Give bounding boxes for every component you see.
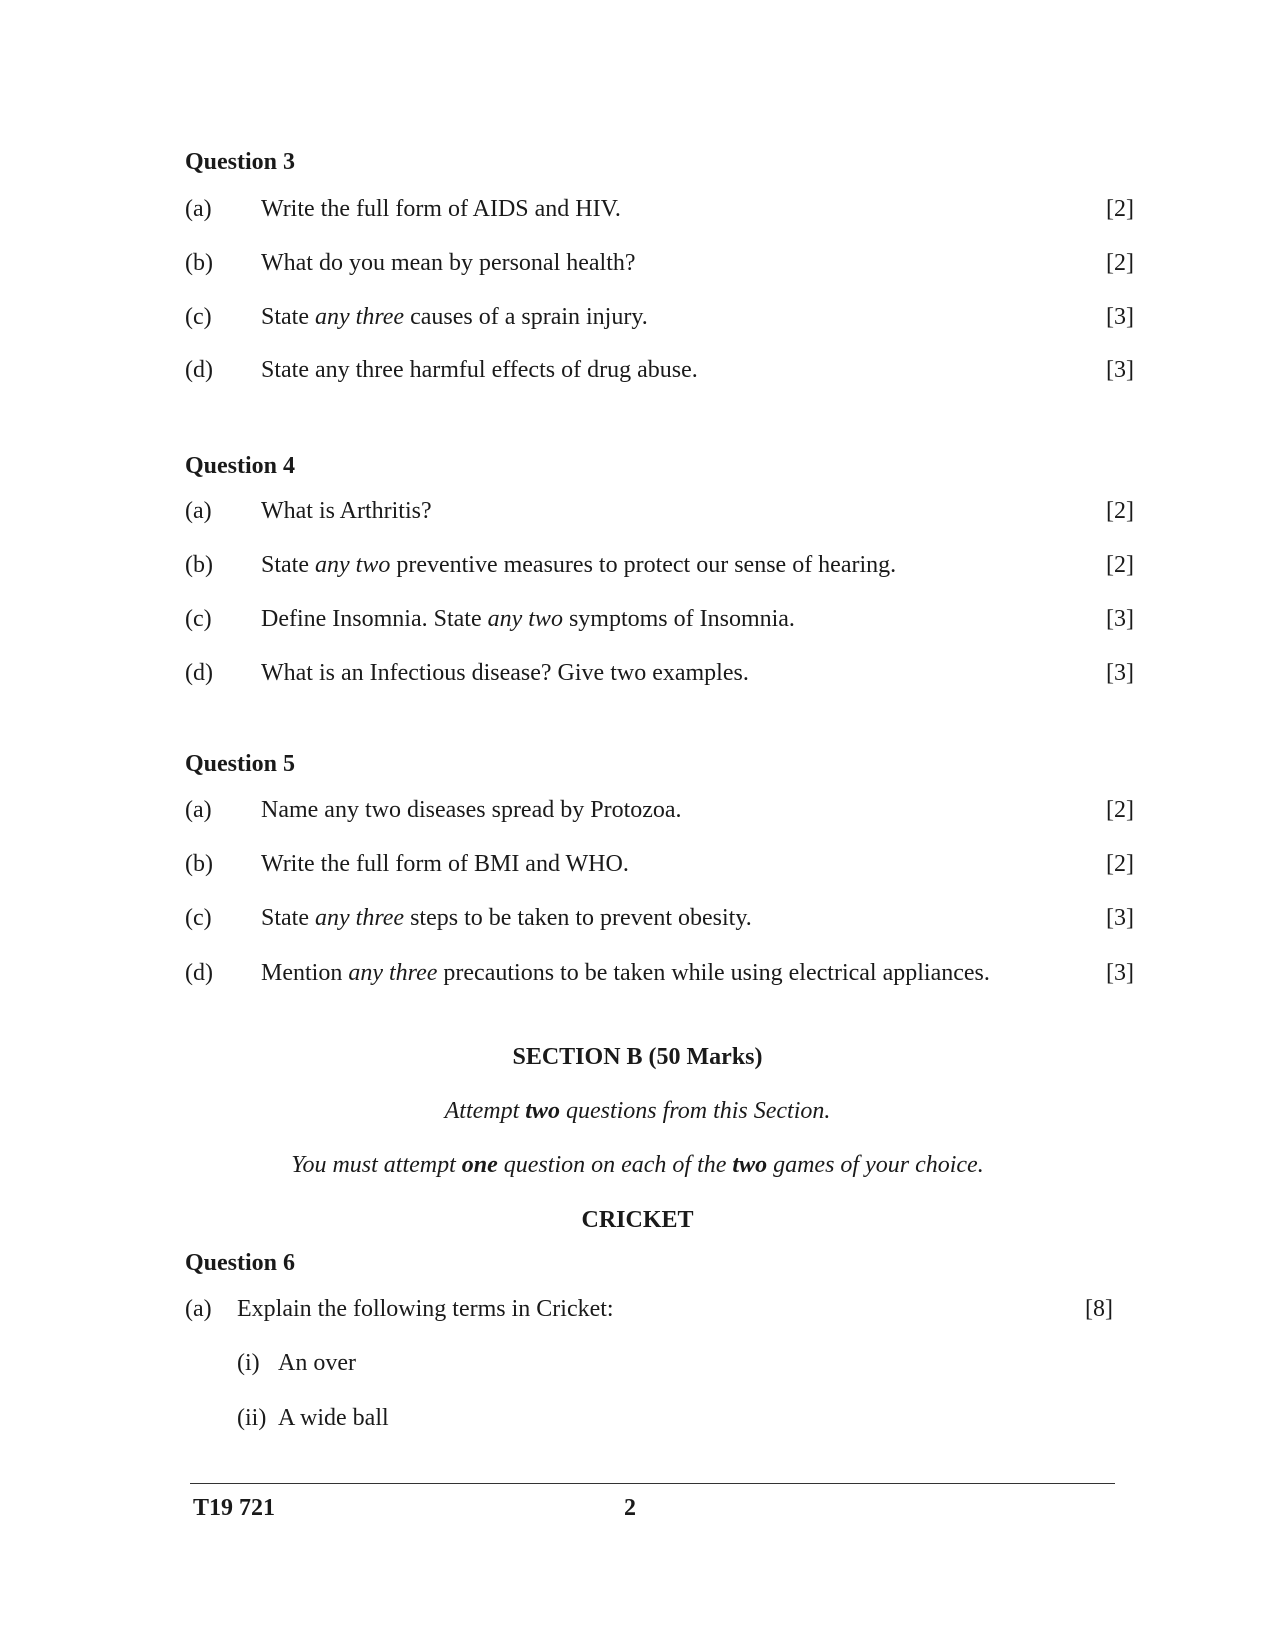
section-b-title: SECTION B (50 Marks) bbox=[512, 1044, 763, 1070]
marks: [3] bbox=[1106, 304, 1134, 330]
footer-rule bbox=[190, 1483, 1115, 1484]
part-label: (a) bbox=[185, 797, 212, 823]
q4-part-c bbox=[0, 604, 1275, 634]
part-label: (b) bbox=[185, 851, 213, 877]
part-text: Name any two diseases spread by Protozoa. bbox=[261, 797, 682, 823]
marks: [3] bbox=[1106, 960, 1134, 986]
part-text: Define Insomnia. State any two symptoms of Insomnia. bbox=[261, 606, 795, 632]
q4-part-d bbox=[0, 658, 1275, 688]
part-label: (b) bbox=[185, 250, 213, 276]
part-label: (d) bbox=[185, 357, 213, 383]
marks: [2] bbox=[1106, 851, 1134, 877]
q3-part-a bbox=[0, 194, 1275, 224]
question-5-heading: Question 5 bbox=[185, 751, 296, 777]
q5-part-a bbox=[0, 795, 1275, 825]
part-text: Write the full form of BMI and WHO. bbox=[261, 851, 629, 877]
emphasis: any two bbox=[315, 552, 391, 578]
part-label: (c) bbox=[185, 606, 212, 632]
subpart-text: An over bbox=[278, 1350, 356, 1376]
part-label: (a) bbox=[185, 196, 212, 222]
part-label: (c) bbox=[185, 304, 212, 330]
question-4-heading: Question 4 bbox=[185, 453, 296, 479]
part-label: (d) bbox=[185, 660, 213, 686]
part-text: Mention any three precautions to be taken while using electrical appliances. bbox=[261, 960, 990, 986]
marks: [2] bbox=[1106, 552, 1134, 578]
emphasis: any three bbox=[315, 304, 405, 330]
q5-part-b bbox=[0, 849, 1275, 879]
q3-part-b bbox=[0, 248, 1275, 278]
part-text: Write the full form of AIDS and HIV. bbox=[261, 196, 621, 222]
section-b-instruction-2: You must attempt one question on each of the two games of your choice. bbox=[291, 1152, 984, 1178]
marks: [2] bbox=[1106, 250, 1134, 276]
section-b-instruction-1: Attempt two questions from this Section. bbox=[444, 1098, 831, 1124]
emphasis: any three bbox=[315, 905, 405, 931]
question-6-heading: Question 6 bbox=[185, 1250, 296, 1276]
marks: [2] bbox=[1106, 797, 1134, 823]
q4-part-a bbox=[0, 496, 1275, 526]
part-text: State any three steps to be taken to prevent obesity. bbox=[261, 905, 752, 931]
marks: [3] bbox=[1106, 606, 1134, 632]
q5-part-d bbox=[0, 958, 1275, 988]
page-number: 2 bbox=[624, 1495, 636, 1521]
part-text: What do you mean by personal health? bbox=[261, 250, 636, 276]
part-text: What is Arthritis? bbox=[261, 498, 432, 524]
part-text: State any two preventive measures to protect our sense of hearing. bbox=[261, 552, 897, 578]
emphasis: any three bbox=[348, 960, 438, 986]
question-3-heading: Question 3 bbox=[185, 149, 296, 175]
part-text: What is an Infectious disease? Give two examples. bbox=[261, 660, 749, 686]
emphasis: any two bbox=[487, 606, 563, 632]
part-label: (a) bbox=[185, 1296, 212, 1322]
part-text: State any three harmful effects of drug abuse. bbox=[261, 357, 698, 383]
subpart-label: (ii) bbox=[237, 1405, 267, 1431]
part-label: (b) bbox=[185, 552, 213, 578]
marks: [2] bbox=[1106, 196, 1134, 222]
marks: [2] bbox=[1106, 498, 1134, 524]
q3-part-d bbox=[0, 355, 1275, 385]
part-label: (a) bbox=[185, 498, 212, 524]
marks: [3] bbox=[1106, 660, 1134, 686]
paper-code: T19 721 bbox=[193, 1495, 276, 1521]
subpart-label: (i) bbox=[237, 1350, 260, 1376]
subpart-text: A wide ball bbox=[278, 1405, 389, 1431]
marks: [8] bbox=[1085, 1296, 1113, 1322]
part-text: Explain the following terms in Cricket: bbox=[237, 1296, 614, 1322]
q3-part-c bbox=[0, 302, 1275, 332]
marks: [3] bbox=[1106, 357, 1134, 383]
q4-part-b bbox=[0, 550, 1275, 580]
part-text: State any three causes of a sprain injury. bbox=[261, 304, 648, 330]
part-label: (c) bbox=[185, 905, 212, 931]
game-heading-cricket: CRICKET bbox=[581, 1207, 694, 1233]
marks: [3] bbox=[1106, 905, 1134, 931]
q6-part-a bbox=[0, 1294, 1275, 1324]
q5-part-c bbox=[0, 903, 1275, 933]
part-label: (d) bbox=[185, 960, 213, 986]
